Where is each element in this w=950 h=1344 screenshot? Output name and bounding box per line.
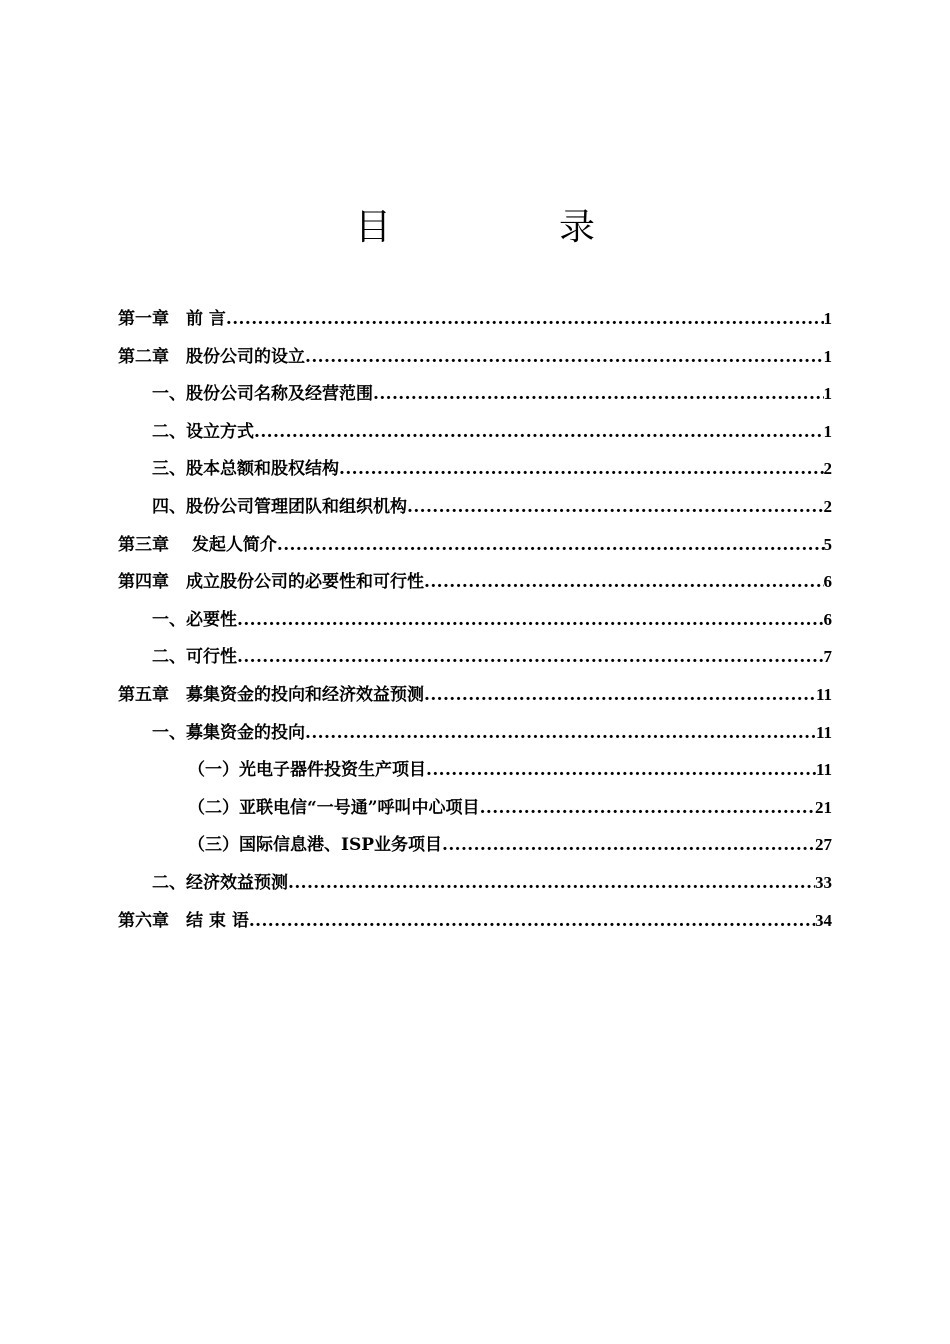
table-of-contents bbox=[118, 304, 832, 943]
toc-leader bbox=[339, 459, 824, 479]
toc-entry-page: 1 bbox=[823, 421, 832, 441]
toc-entry[interactable] bbox=[118, 718, 832, 756]
toc-entry-label: 第四章 成立股份公司的必要性和可行性 bbox=[118, 572, 424, 593]
toc-leader bbox=[305, 347, 824, 367]
toc-entry[interactable] bbox=[118, 417, 832, 455]
toc-entry-label: 第二章 股份公司的设立 bbox=[118, 346, 305, 367]
toc-leader bbox=[249, 911, 815, 931]
toc-leader bbox=[254, 422, 824, 442]
toc-entry-page: 2 bbox=[823, 496, 832, 516]
toc-entry-page: 21 bbox=[815, 797, 832, 817]
toc-entry-page: 1 bbox=[823, 346, 832, 366]
toc-entry-label: 三、股本总额和股权结构 bbox=[152, 459, 339, 480]
toc-entry-page: 27 bbox=[815, 835, 832, 855]
toc-entry-label: 第五章 募集资金的投向和经济效益预测 bbox=[118, 684, 424, 705]
page-title: 目 录 bbox=[354, 207, 661, 248]
toc-entry-page: 6 bbox=[823, 609, 832, 629]
toc-leader bbox=[424, 685, 816, 705]
toc-entry-page: 7 bbox=[823, 647, 832, 667]
toc-leader bbox=[407, 497, 824, 517]
toc-entry-page: 1 bbox=[823, 309, 832, 328]
toc-entry[interactable] bbox=[118, 492, 832, 530]
toc-leader bbox=[305, 723, 816, 743]
toc-entry-page: 6 bbox=[823, 572, 832, 592]
toc-entry[interactable] bbox=[118, 379, 832, 417]
toc-entry[interactable] bbox=[118, 906, 832, 944]
toc-leader bbox=[237, 610, 824, 630]
toc-entry[interactable] bbox=[118, 342, 832, 380]
toc-entry-label: （二）亚联电信“一号通”呼叫中心项目 bbox=[188, 797, 480, 818]
toc-entry-page: 1 bbox=[823, 384, 832, 404]
toc-entry-page: 11 bbox=[815, 684, 832, 704]
toc-leader bbox=[442, 835, 815, 855]
toc-entry-page: 11 bbox=[815, 722, 832, 742]
toc-entry-label: 二、可行性 bbox=[152, 647, 237, 668]
toc-entry-page: 5 bbox=[823, 534, 832, 554]
toc-entry-label: 第六章 结 束 语 bbox=[118, 910, 249, 931]
toc-entry[interactable] bbox=[118, 605, 832, 643]
toc-entry[interactable] bbox=[118, 830, 832, 868]
toc-entry[interactable] bbox=[118, 868, 832, 906]
toc-entry[interactable] bbox=[118, 454, 832, 492]
toc-entry-page: 34 bbox=[815, 910, 832, 930]
toc-leader bbox=[237, 647, 824, 667]
toc-entry[interactable] bbox=[118, 304, 832, 342]
toc-entry[interactable] bbox=[118, 755, 832, 793]
toc-entry[interactable] bbox=[118, 680, 832, 718]
toc-entry[interactable] bbox=[118, 793, 832, 831]
toc-entry-label: 第三章 发起人简介 bbox=[118, 534, 277, 555]
toc-entry-page: 2 bbox=[823, 459, 832, 479]
toc-entry-label: 二、设立方式 bbox=[152, 421, 254, 442]
toc-leader bbox=[426, 760, 816, 780]
toc-entry-label: （一）光电子器件投资生产项目 bbox=[188, 760, 426, 781]
toc-leader bbox=[226, 309, 824, 329]
toc-entry-label: 一、募集资金的投向 bbox=[152, 722, 305, 743]
toc-entry-page: 11 bbox=[815, 760, 832, 780]
toc-leader bbox=[480, 798, 815, 818]
toc-entry[interactable] bbox=[118, 567, 832, 605]
toc-leader bbox=[288, 873, 815, 893]
toc-entry-label: 一、股份公司名称及经营范围 bbox=[152, 384, 373, 405]
toc-leader bbox=[373, 384, 824, 404]
toc-leader bbox=[424, 572, 824, 592]
toc-entry-page: 33 bbox=[815, 872, 832, 892]
toc-entry-label: 第一章 前 言 bbox=[118, 309, 226, 329]
toc-entry[interactable] bbox=[118, 642, 832, 680]
toc-entry[interactable] bbox=[118, 530, 832, 568]
toc-entry-label: 四、股份公司管理团队和组织机构 bbox=[152, 496, 407, 517]
toc-entry-label: 一、必要性 bbox=[152, 609, 237, 630]
toc-entry-label: （三）国际信息港、ISP业务项目 bbox=[188, 835, 443, 856]
toc-entry-label: 二、经济效益预测 bbox=[152, 872, 288, 893]
toc-leader bbox=[277, 535, 824, 555]
